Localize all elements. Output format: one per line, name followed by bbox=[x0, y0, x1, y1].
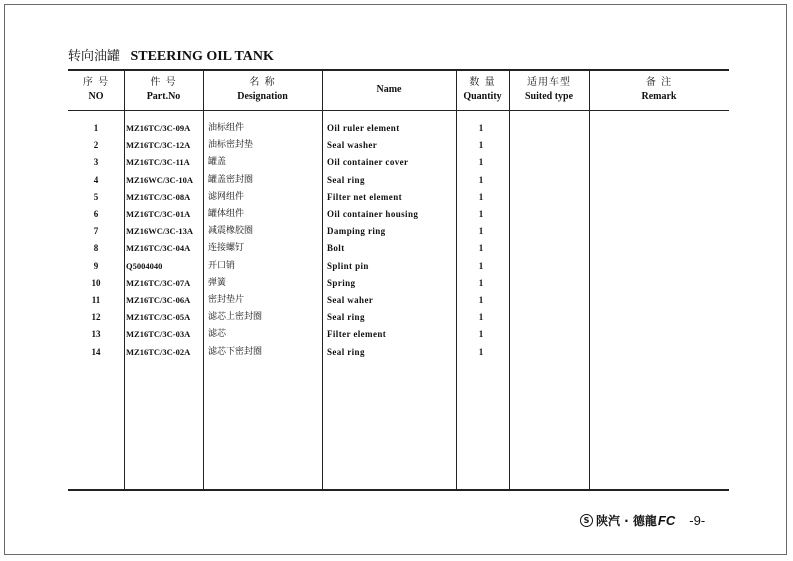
brand-suffix: FC bbox=[657, 513, 676, 528]
brand-name: 陕汽 · 德龍 bbox=[596, 514, 657, 528]
title-cn: 转向油罐 bbox=[68, 49, 121, 64]
table-row: 8 MZ16TC/3C-04A 连接螺钉 Bolt 1 bbox=[93, 243, 484, 254]
header-no: 序 号 NO bbox=[82, 77, 110, 102]
table-header-rule bbox=[68, 110, 729, 111]
table-row: 1 MZ16TC/3C-09A 油标组件 Oil ruler element 1 bbox=[93, 123, 484, 133]
header-designation: 名 称 Designation bbox=[237, 77, 288, 102]
table-row: 12 MZ16TC/3C-05A 滤芯上密封圈 Seal ring 1 bbox=[91, 312, 484, 323]
header-quantity: 数 量 Quantity bbox=[463, 77, 502, 102]
table-row: 11 MZ16TC/3C-06A 密封垫片 Seal waher 1 bbox=[91, 295, 484, 305]
table-row: 3 MZ16TC/3C-11A 罐盖 Oil container cover 1 bbox=[93, 157, 484, 168]
table-row: 4 MZ16WC/3C-10A 罐盖密封圈 Seal ring 1 bbox=[93, 174, 484, 185]
table-row: 2 MZ16TC/3C-12A 油标密封垫 Seal washer 1 bbox=[93, 140, 484, 151]
table-bottom-rule bbox=[68, 489, 729, 491]
table-row: 9 Q5004040 开口销 Splint pin 1 bbox=[93, 260, 484, 271]
table-row: 14 MZ16TC/3C-02A 滤芯下密封圈 Seal ring 1 bbox=[91, 346, 484, 357]
header-name: Name bbox=[376, 84, 402, 95]
table-row: 13 MZ16TC/3C-03A 滤芯 Filter element 1 bbox=[91, 329, 484, 340]
table-row: 7 MZ16WC/3C-13A 减震橡胶圈 Damping ring 1 bbox=[93, 226, 484, 237]
header-suited-type: 适用车型 Suited type bbox=[524, 77, 574, 102]
table-row: 10 MZ16TC/3C-07A 弹簧 Spring 1 bbox=[91, 277, 484, 288]
brand-logo-icon: S bbox=[580, 514, 593, 527]
header-part-no: 件 号 Part.No bbox=[146, 77, 181, 102]
page-title bbox=[68, 45, 274, 65]
page-footer bbox=[580, 512, 705, 529]
page-number: -9- bbox=[689, 513, 706, 528]
table-row: 5 MZ16TC/3C-08A 滤网组件 Filter net element 1 bbox=[93, 191, 484, 202]
title-en: STEERING OIL TANK bbox=[130, 49, 274, 64]
table-row: 6 MZ16TC/3C-01A 罐体组件 Oil container housing 1 bbox=[93, 209, 484, 219]
header-remark: 备 注 Remark bbox=[641, 77, 677, 102]
